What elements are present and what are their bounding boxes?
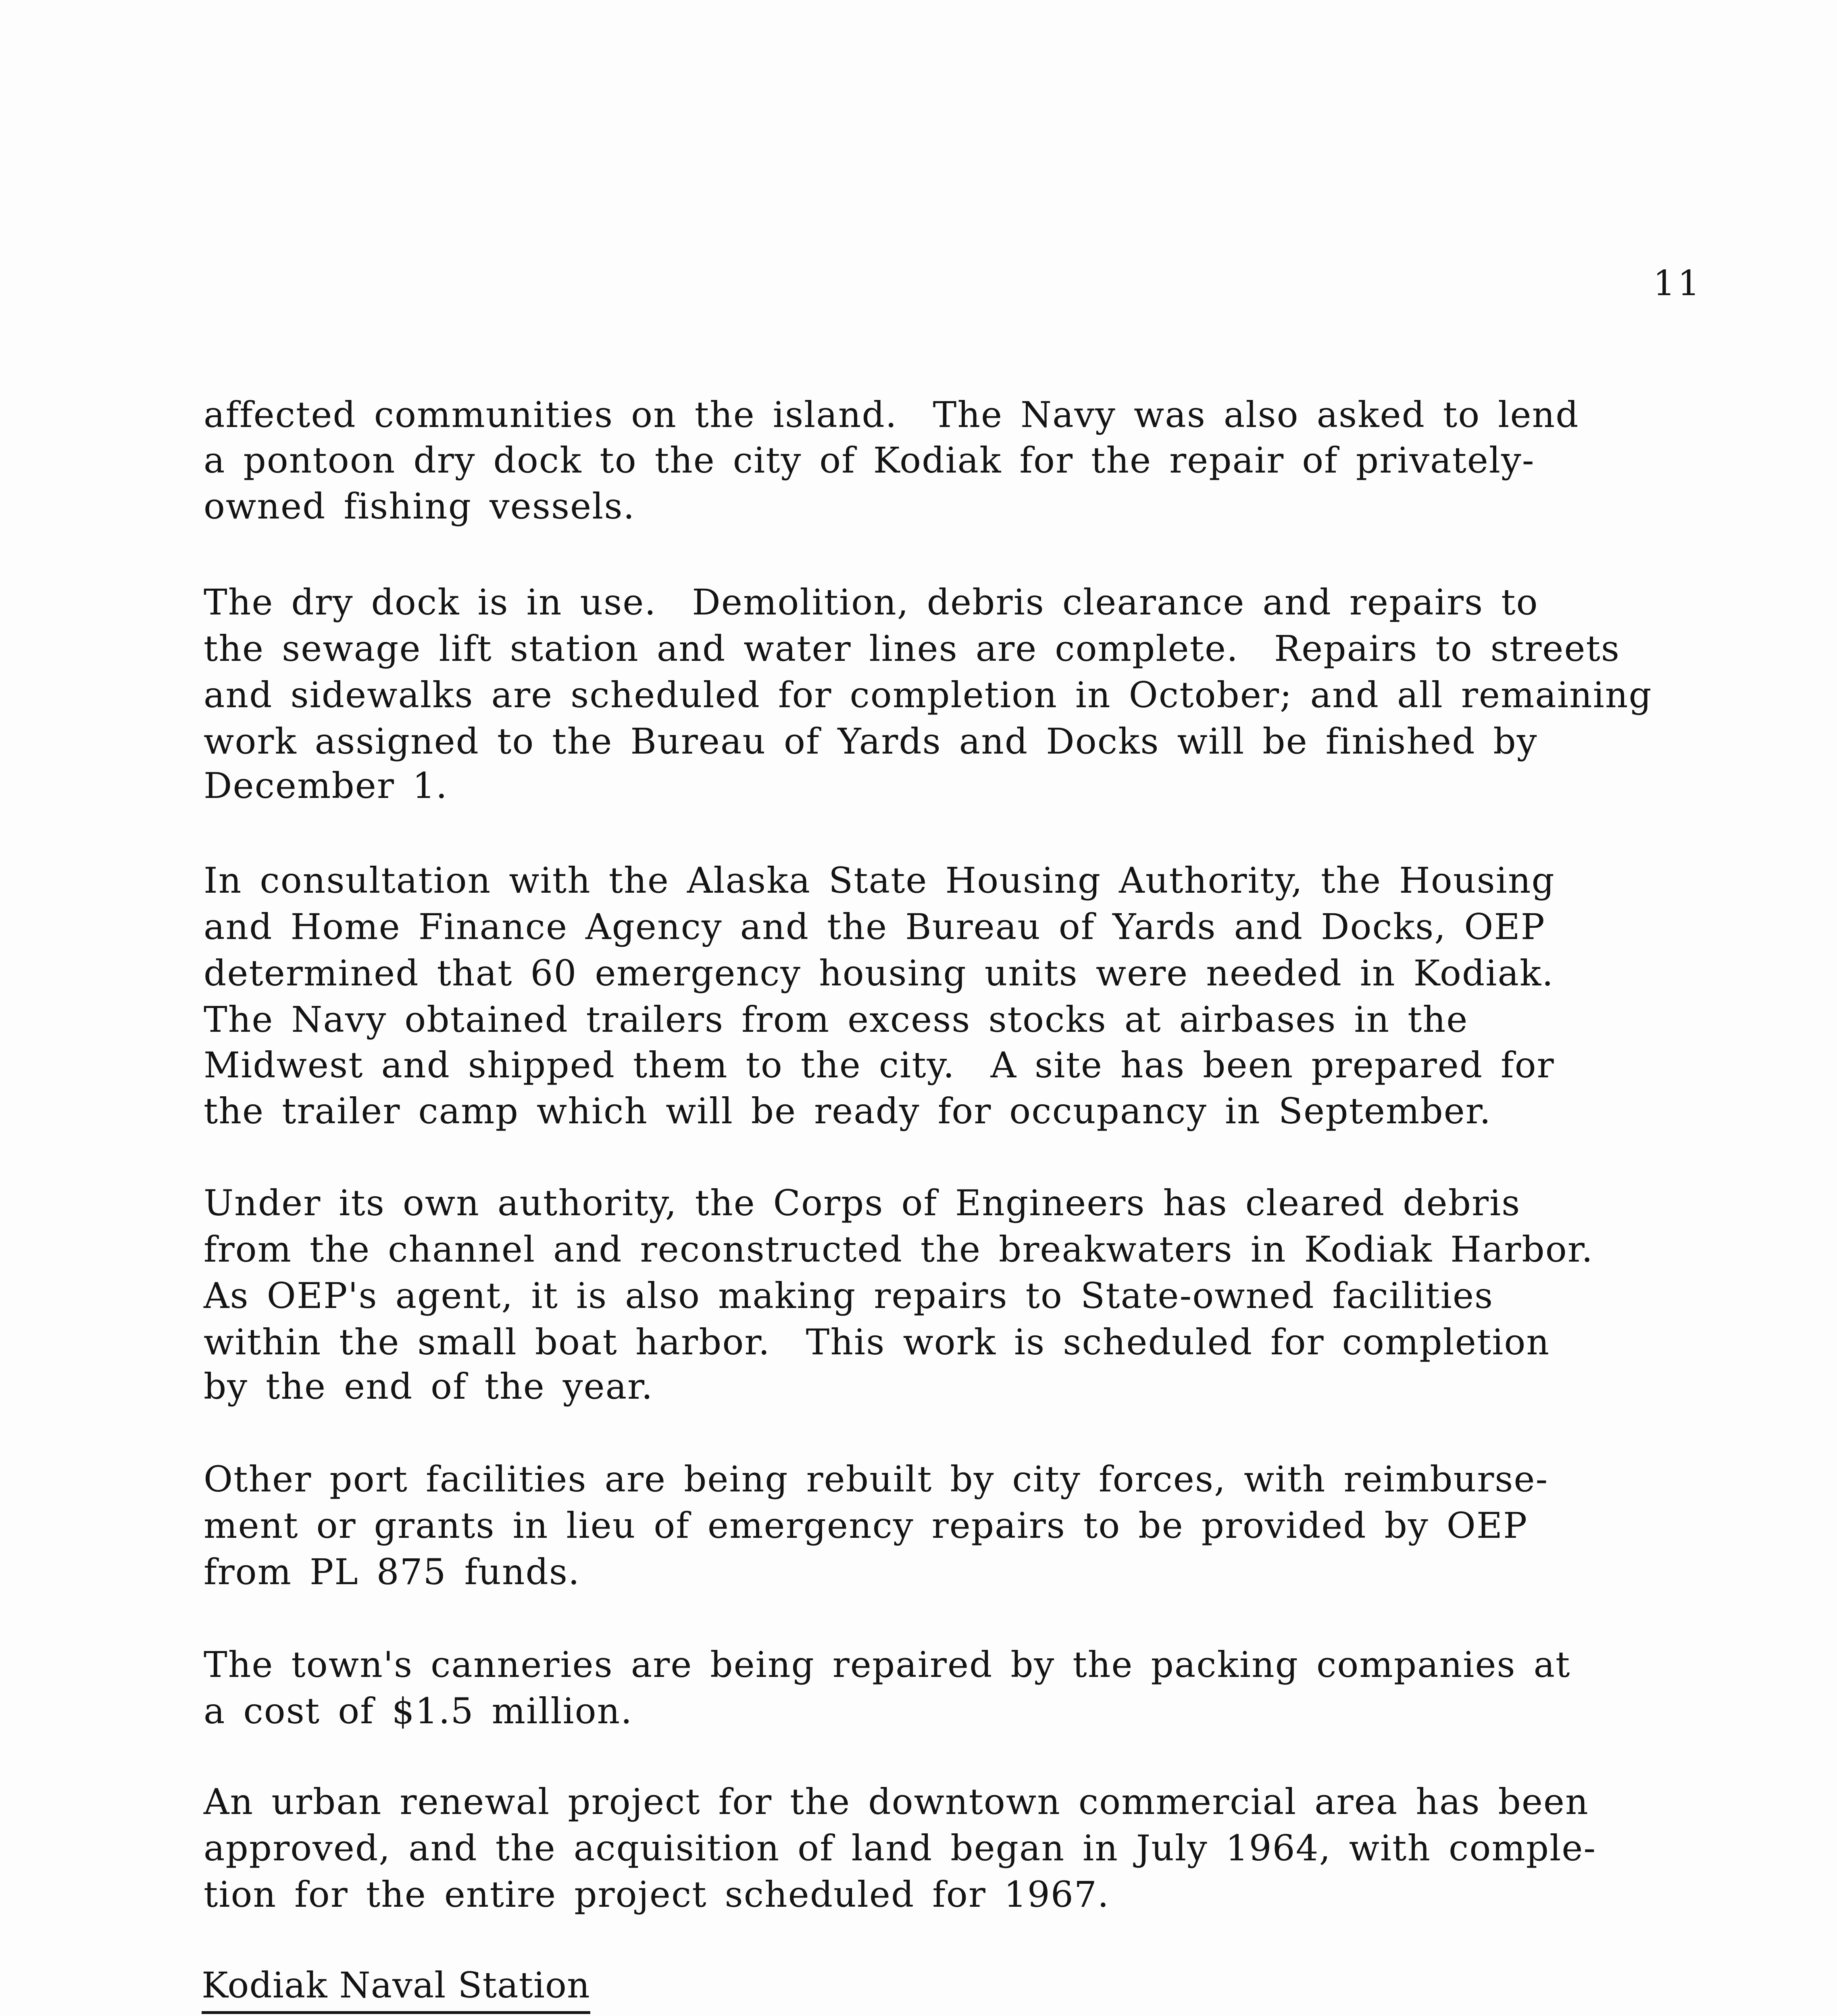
page-number: 11 bbox=[1653, 263, 1702, 304]
text-line: from PL 875 funds. bbox=[204, 1551, 580, 1593]
text-line: work assigned to the Bureau of Yards and Docks will be finished by bbox=[204, 721, 1538, 762]
text-line: owned fishing vessels. bbox=[204, 485, 635, 527]
text-line: the sewage lift station and water lines are complete. Repairs to streets bbox=[204, 628, 1620, 669]
text-line: In consultation with the Alaska State Housing Authority, the Housing bbox=[204, 860, 1555, 901]
text-line: a pontoon dry dock to the city of Kodiak for the repair of privately- bbox=[204, 439, 1535, 481]
text-line: Midwest and shipped them to the city. A site has been prepared for bbox=[204, 1044, 1555, 1086]
text-line: and sidewalks are scheduled for completion in October; and all remaining bbox=[204, 674, 1652, 716]
text-line: Under its own authority, the Corps of Engineers has cleared debris bbox=[204, 1182, 1521, 1224]
text-line: and Home Finance Agency and the Bureau of Yards and Docks, OEP bbox=[204, 906, 1545, 948]
text-line: The town's canneries are being repaired by the packing companies at bbox=[204, 1644, 1571, 1685]
text-line: An urban renewal project for the downtown commercial area has been bbox=[204, 1781, 1589, 1822]
text-line: approved, and the acquisition of land began in July 1964, with comple- bbox=[204, 1827, 1597, 1869]
text-line: the trailer camp which will be ready for occupancy in September. bbox=[204, 1090, 1492, 1132]
text-line: As OEP's agent, it is also making repairs to State-owned facilities bbox=[204, 1275, 1494, 1316]
section-heading: Kodiak Naval Station bbox=[202, 1968, 590, 2014]
text-line: The dry dock is in use. Demolition, debris clearance and repairs to bbox=[204, 581, 1539, 623]
text-line: ment or grants in lieu of emergency repairs to be provided by OEP bbox=[204, 1505, 1528, 1546]
text-line: tion for the entire project scheduled for 1967. bbox=[204, 1874, 1110, 1915]
text-line: Other port facilities are being rebuilt by city forces, with reimburse- bbox=[204, 1458, 1549, 1500]
text-line: The Navy obtained trailers from excess stocks at airbases in the bbox=[204, 999, 1468, 1040]
text-line: a cost of $1.5 million. bbox=[204, 1690, 633, 1732]
text-line: within the small boat harbor. This work is scheduled for completion bbox=[204, 1321, 1550, 1363]
text-line: from the channel and reconstructed the breakwaters in Kodiak Harbor. bbox=[204, 1229, 1594, 1270]
text-line: determined that 60 emergency housing units were needed in Kodiak. bbox=[204, 952, 1554, 994]
text-line: by the end of the year. bbox=[204, 1366, 654, 1407]
text-line: December 1. bbox=[204, 765, 448, 806]
text-line: affected communities on the island. The Navy was also asked to lend bbox=[204, 394, 1579, 435]
